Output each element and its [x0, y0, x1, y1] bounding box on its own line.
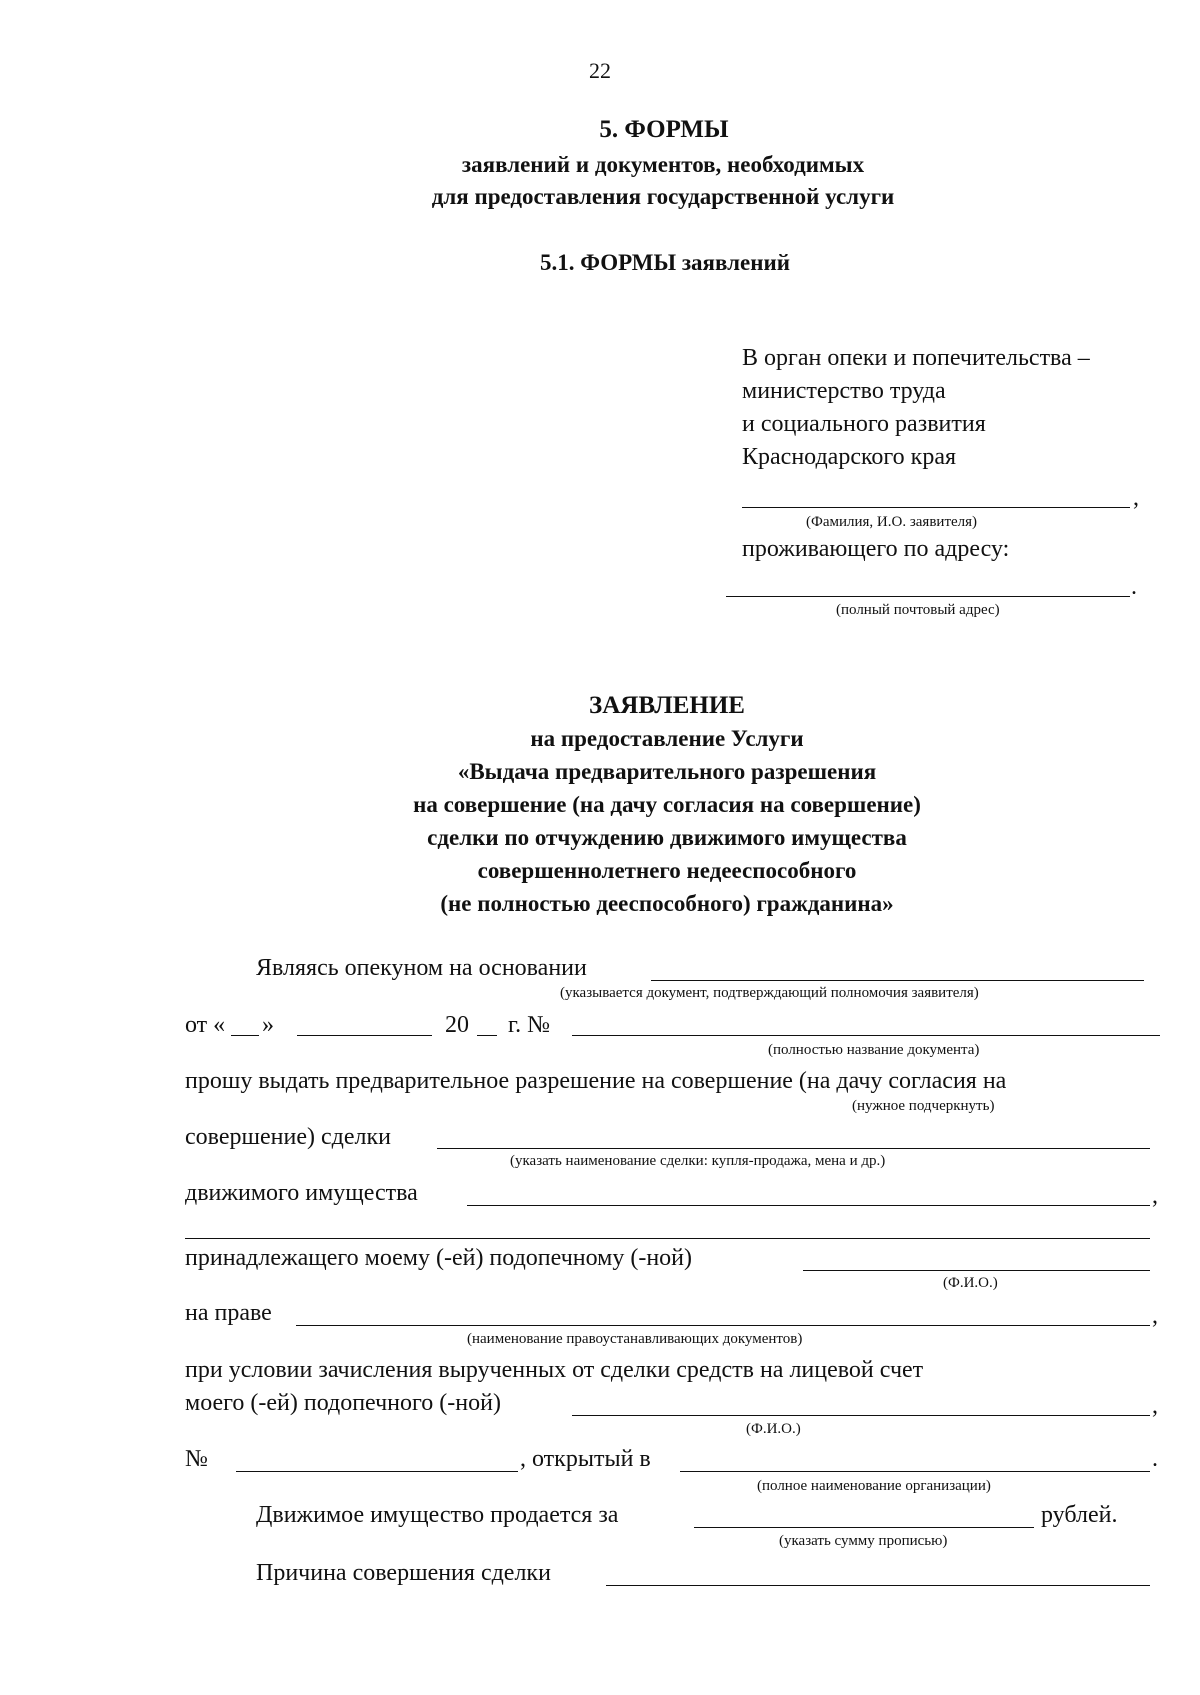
rubles-label: рублей. — [1041, 1502, 1118, 1528]
statement-line-6: (не полностью дееспособного) гражданина» — [440, 891, 894, 916]
organization-line — [680, 1471, 1150, 1472]
applicant-name-line — [742, 507, 1130, 508]
sum-caption: (указать сумму прописью) — [779, 1533, 948, 1549]
section-title: 5. ФОРМЫ — [599, 116, 729, 143]
subsection-title: 5.1. ФОРМЫ заявлений — [539, 250, 790, 275]
postal-address-dot: . — [1131, 574, 1137, 600]
reason-line — [606, 1585, 1150, 1586]
price-line — [694, 1527, 1034, 1528]
underline-caption: (нужное подчеркнуть) — [852, 1098, 995, 1114]
account-number-line — [236, 1471, 518, 1472]
postal-address-line — [726, 596, 1130, 597]
addressee-line-1: В орган опеки и попечительства – — [742, 345, 1090, 371]
number-label: № — [185, 1446, 208, 1472]
organization-caption: (полное наименование организации) — [757, 1478, 991, 1494]
statement-line-4: сделки по отчуждению движимого имущества — [427, 825, 907, 850]
opened-label: , открытый в — [520, 1446, 651, 1472]
statement-line-3: на совершение (на дачу согласия на совершение) — [413, 792, 921, 817]
organization-dot: . — [1152, 1446, 1158, 1472]
ward-account-line — [572, 1415, 1150, 1416]
guardian-basis-line — [651, 980, 1144, 981]
deal-line — [437, 1148, 1150, 1149]
ward-account-comma: , — [1152, 1393, 1158, 1419]
right-comma: , — [1152, 1303, 1158, 1329]
statement-line-2: «Выдача предварительного разрешения — [457, 759, 877, 784]
year-suffix: г. № — [508, 1012, 551, 1038]
ward-account-fio-caption: (Ф.И.О.) — [746, 1421, 801, 1437]
belonging-label: принадлежащего моему (-ей) подопечному (-ной) — [185, 1245, 692, 1271]
statement-heading: ЗАЯВЛЕНИЕ — [589, 692, 745, 719]
section-subtitle-2: для предоставления государственной услуги — [431, 184, 895, 209]
addressee-line-4: Краснодарского края — [742, 444, 957, 470]
property-line-continued — [185, 1238, 1150, 1239]
right-caption: (наименование правоустанавливающих документов) — [467, 1331, 803, 1347]
year-line — [477, 1035, 497, 1036]
condition-text: при условии зачисления вырученных от сделки средств на лицевой счет — [185, 1357, 924, 1383]
addressee-line-2: министерство труда — [742, 378, 946, 404]
ward-name-line — [803, 1270, 1150, 1271]
postal-address-caption: (полный почтовый адрес) — [836, 602, 1000, 618]
page-number: 22 — [589, 58, 611, 83]
property-line — [467, 1205, 1150, 1206]
date-close-quote: » — [262, 1012, 274, 1038]
date-prefix: от « — [185, 1012, 226, 1038]
deal-label: совершение) сделки — [185, 1124, 391, 1150]
deal-caption: (указать наименование сделки: купля-продажа, мена и др.) — [510, 1153, 886, 1169]
applicant-name-comma: , — [1133, 485, 1139, 511]
property-comma: , — [1152, 1183, 1158, 1209]
statement-line-1: на предоставление Услуги — [530, 726, 804, 751]
residing-label: проживающего по адресу: — [742, 536, 1010, 562]
reason-label: Причина совершения сделки — [256, 1560, 551, 1586]
right-label: на праве — [185, 1300, 272, 1326]
statement-line-5: совершеннолетнего недееспособного — [477, 858, 857, 883]
request-text: прошу выдать предварительное разрешение на совершение (на дачу согласия на — [185, 1068, 1007, 1094]
property-label: движимого имущества — [185, 1180, 418, 1206]
sold-label: Движимое имущество продается за — [256, 1502, 619, 1528]
year-prefix: 20 — [445, 1012, 469, 1038]
document-number-line — [572, 1035, 1160, 1036]
applicant-name-caption: (Фамилия, И.О. заявителя) — [806, 514, 978, 530]
guardian-basis-label: Являясь опекуном на основании — [256, 955, 587, 981]
right-line — [296, 1325, 1150, 1326]
document-caption: (полностью название документа) — [768, 1042, 980, 1058]
guardian-basis-caption: (указывается документ, подтверждающий полномочия заявителя) — [560, 985, 979, 1001]
ward-account-label: моего (-ей) подопечного (-ной) — [185, 1390, 501, 1416]
section-subtitle-1: заявлений и документов, необходимых — [461, 152, 865, 177]
ward-fio-caption: (Ф.И.О.) — [943, 1275, 998, 1291]
addressee-line-3: и социального развития — [742, 411, 986, 437]
date-day-line — [231, 1035, 259, 1036]
date-month-line — [297, 1035, 432, 1036]
